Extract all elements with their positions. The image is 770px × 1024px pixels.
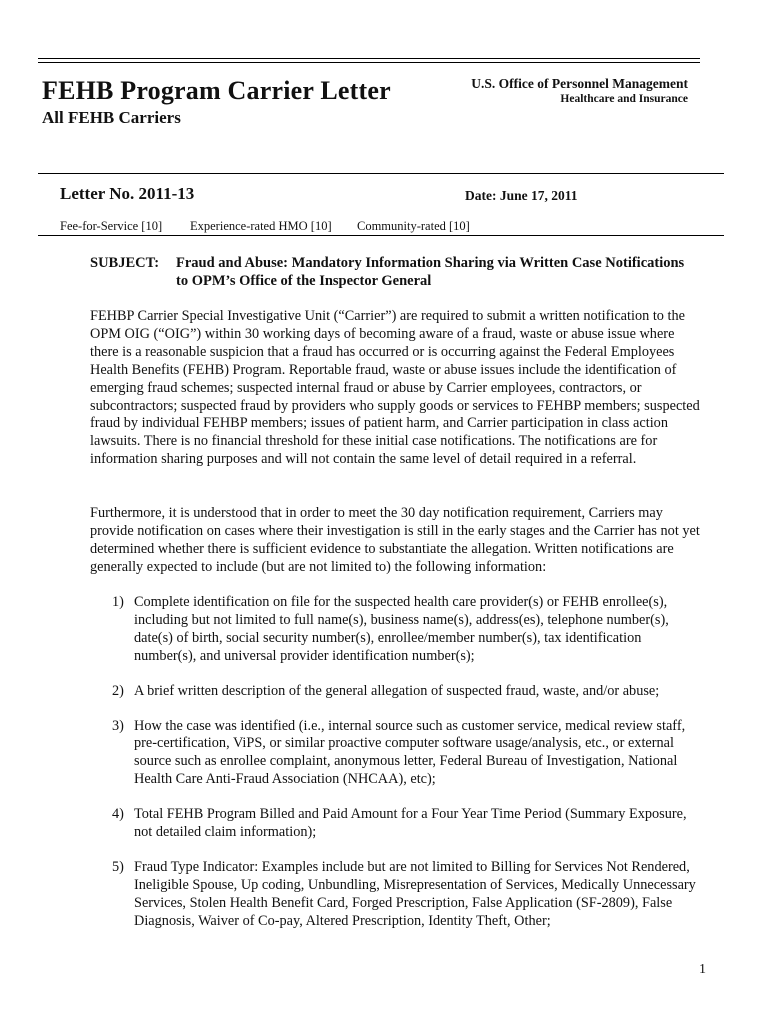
list-item-number: 4) (112, 806, 124, 823)
list-item-text: Complete identification on file for the suspected health care provider(s) or FEHB enrollee(s), including but not limited to full name(s), business name(s), address(es), telephone number(s), date(s) of birth, social security number(s), enrollee/member number(s), tax identification number(s), and universal provider identification number(s); (134, 594, 669, 664)
agency-name: U.S. Office of Personnel Management (471, 76, 688, 91)
list-item-number: 1) (112, 594, 124, 610)
list-item (90, 859, 705, 931)
page-subtitle: All FEHB Carriers (42, 108, 181, 127)
category-fee-for-service: Fee-for-Service [10] (60, 219, 163, 233)
list-item-number: 5) (112, 858, 124, 875)
list-item-number: 2) (112, 682, 124, 699)
subject-block (90, 254, 690, 290)
top-double-rule (38, 58, 700, 63)
letter-date: Date: June 17, 2011 (465, 188, 578, 203)
list-item (90, 718, 705, 790)
page-title: FEHB Program Carrier Letter (42, 76, 391, 105)
list-item-text: How the case was identified (i.e., internal source such as customer service, medical review staff, pre-certification, ViPS, or similar proactive computer software usage/analysis, etc., or external source such as enrollee complaint, anonymous letter, Federal Bureau of Investigation, National Health Care Anti-Fraud Association (NHCAA), etc); (134, 717, 686, 788)
agency-block (471, 76, 688, 105)
list-item (90, 683, 705, 701)
paragraph-2 (90, 505, 705, 577)
list-item-text: A brief written description of the general allegation of suspected fraud, waste, and/or abuse; (134, 682, 660, 699)
categories-divider (38, 235, 724, 236)
page-number: 1 (699, 962, 706, 977)
carrier-categories (60, 219, 470, 234)
list-item-number: 3) (112, 717, 124, 734)
header-divider (38, 173, 724, 174)
agency-division: Healthcare and Insurance (560, 93, 688, 105)
paragraph-text: FEHBP Carrier Special Investigative Unit (“Carrier”) are required to submit a written notification to the OPM OIG (“OIG”) within 30 working days of becoming aware of a fraud, waste or abuse issue where there is a reasonable suspicion that a fraud has occurred or is occurring against the Federal Employees Health Benefits (FEHB) Program. Reportable fraud, waste or abuse issues include the identification of emerging fraud schemes; suspected internal fraud or abuse by Carrier employees, contractors, or subcontractors; suspected fraud by providers who supply goods or services to FEHBP members; suspected fraud by individual FEHBP members; issues of patient harm, and Carrier participation in class action lawsuits. There is no financial threshold for these initial case notifications. The notifications are for information sharing purposes and will not contain the same level of detail required in a referral. (90, 308, 700, 468)
list-item (90, 594, 705, 666)
letter-number: Letter No. 2011-13 (60, 184, 195, 203)
category-community-rated: Community-rated [10] (357, 219, 470, 233)
subject-text: Fraud and Abuse: Mandatory Information Sharing via Written Case Notifications to OPM’s Office of the Inspector General (176, 255, 685, 289)
paragraph-1 (90, 308, 705, 469)
subject-label: SUBJECT: (90, 255, 160, 271)
list-item-text: Total FEHB Program Billed and Paid Amount for a Four Year Time Period (Summary Exposure, not detailed claim information); (134, 806, 687, 841)
paragraph-text: Furthermore, it is understood that in order to meet the 30 day notification requirement, Carriers may provide notification on cases where their investigation is still in the early stages and the Carrier has not yet determined whether there is sufficient evidence to substantiate the allegation. Written notifications are generally expected to include (but are not limited to) the following information: (90, 505, 700, 575)
category-experience-rated-hmo: Experience-rated HMO [10] (190, 219, 332, 233)
information-list (90, 594, 705, 948)
list-item (90, 806, 705, 842)
list-item-text: Fraud Type Indicator: Examples include but are not limited to Billing for Services Not Rendered, Ineligible Spouse, Up coding, Unbundling, Misrepresentation of Services, Medically Unnecessary Services, Stolen Health Benefit Card, Forged Prescription, False Application (SF-2809), False Diagnosis, Waiver of Co-pay, Altered Prescription, Identity Theft, Other; (134, 858, 696, 929)
